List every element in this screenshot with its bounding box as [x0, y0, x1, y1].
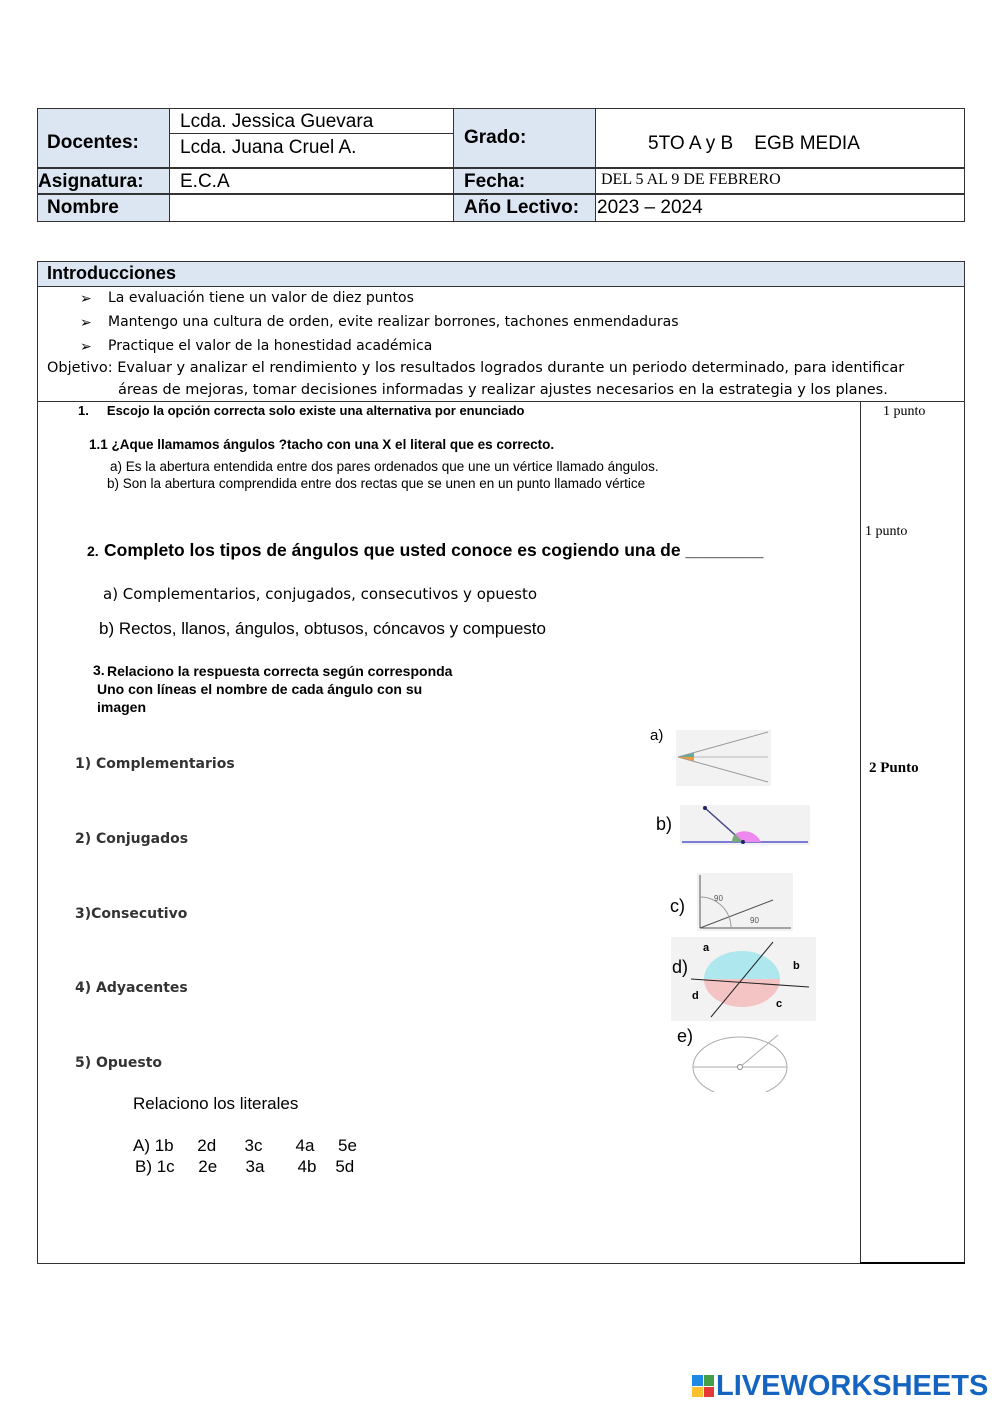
q3-title: Relaciono la respuesta correcta según corresponda — [107, 663, 453, 679]
liveworksheets-brand: LIVEWORKSHEETS — [716, 1370, 989, 1402]
q3-number: 3. — [93, 662, 105, 678]
grado-label: Grado: — [464, 127, 527, 148]
angle-name-1[interactable]: 1) Complementarios — [75, 756, 235, 772]
consecutive-angle-image[interactable] — [697, 873, 793, 931]
docente-2: Lcda. Juana Cruel A. — [180, 137, 357, 158]
q2-points: 1 punto — [865, 524, 908, 539]
opposite-angle-image[interactable] — [690, 1030, 790, 1092]
intro-header — [38, 262, 964, 287]
angle-name-3[interactable]: 3)Consecutivo — [75, 906, 188, 922]
image-label-b: b) — [656, 814, 673, 834]
image-label-c: c) — [670, 896, 685, 916]
q1-title: 1. Escojo la opción correcta solo existe una alternativa por enunciado — [78, 403, 525, 418]
asignatura-label: Asignatura: — [38, 171, 144, 192]
relate-instruction: Relaciono los literales — [133, 1094, 299, 1113]
q2-title: Completo los tipos de ángulos que usted conoce es cogiendo una de ________ — [104, 540, 764, 560]
docente-1: Lcda. Jessica Guevara — [180, 111, 374, 132]
divider — [595, 108, 596, 222]
angle-name-2[interactable]: 2) Conjugados — [75, 831, 189, 847]
fecha-label: Fecha: — [464, 171, 526, 192]
q3-points: 2 Punto — [869, 760, 919, 776]
intro-bullet: Practique el valor de la honestidad académica — [108, 338, 433, 354]
divider — [37, 167, 965, 169]
objetivo-line-2: áreas de mejoras, tomar decisiones informadas y realizar ajustes necesarios en la estrategia y los planes. — [118, 382, 888, 398]
asignatura-value: E.C.A — [180, 171, 230, 192]
image-label-e: e) — [677, 1026, 694, 1046]
svg-text:b: b — [793, 960, 800, 972]
liveworksheets-logo-icon — [692, 1375, 714, 1397]
intro-bullet: La evaluación tiene un valor de diez puntos — [108, 290, 414, 306]
q2-option-b[interactable]: b) Rectos, llanos, ángulos, obtusos, cóncavos y compuesto — [99, 619, 546, 638]
svg-text:90: 90 — [750, 916, 759, 925]
q2-option-a[interactable]: a) Complementarios, conjugados, consecutivos y opuesto — [103, 585, 538, 603]
divider — [169, 108, 170, 222]
divider — [860, 401, 861, 1264]
divider — [453, 108, 454, 222]
intro-title: Introducciones — [47, 263, 177, 283]
complementary-angle-image[interactable] — [676, 730, 771, 786]
q3-line-3: imagen — [97, 699, 147, 715]
svg-text:90: 90 — [714, 894, 723, 903]
arrow-bullet-icon: ➢ — [80, 314, 92, 330]
arrow-bullet-icon: ➢ — [80, 338, 92, 354]
divider — [860, 1262, 965, 1264]
conjugate-angle-image[interactable] — [680, 805, 810, 845]
grado-value: 5TO A y B EGB MEDIA — [648, 133, 860, 154]
adjacent-angle-image[interactable] — [671, 937, 816, 1021]
q1-points: 1 punto — [883, 404, 926, 419]
fecha-value: DEL 5 AL 9 DE FEBRERO — [601, 171, 781, 188]
anio-label: Año Lectivo: — [464, 197, 580, 218]
nombre-label: Nombre — [47, 197, 119, 218]
svg-text:a: a — [703, 942, 710, 954]
arrow-bullet-icon: ➢ — [80, 290, 92, 306]
divider — [37, 401, 965, 402]
q3-line-2: Uno con líneas el nombre de cada ángulo con su — [97, 681, 423, 697]
answer-option-b[interactable]: B) 1c 2e 3a 4b 5d — [135, 1157, 355, 1176]
angle-name-4[interactable]: 4) Adyacentes — [75, 980, 188, 996]
objetivo-line-1: Objetivo: Evaluar y analizar el rendimiento y los resultados logrados durante un periodo determinado, para identificar — [47, 360, 905, 376]
image-label-a: a) — [650, 727, 664, 744]
divider — [170, 133, 453, 134]
intro-bullet: Mantengo una cultura de orden, evite realizar borrones, tachones enmendaduras — [108, 314, 679, 330]
anio-value: 2023 – 2024 — [597, 197, 703, 218]
q1-subquestion: 1.1 ¿Aque llamamos ángulos ?tacho con una X el literal que es correcto. — [89, 437, 555, 452]
angle-name-5[interactable]: 5) Opuesto — [75, 1055, 163, 1071]
image-label-d: d) — [672, 957, 689, 977]
q1-option-b[interactable]: b) Son la abertura comprendida entre dos rectas que se unen en un punto llamado vértice — [107, 476, 646, 491]
q1-option-a[interactable]: a) Es la abertura entendida entre dos pares ordenados que une un vértice llamado ángulos. — [110, 459, 659, 474]
svg-text:c: c — [776, 998, 783, 1010]
q2-number: 2. — [87, 543, 99, 559]
divider — [37, 193, 965, 195]
answer-option-a[interactable]: A) 1b 2d 3c 4a 5e — [133, 1136, 357, 1155]
docentes-label: Docentes: — [47, 132, 139, 153]
svg-text:d: d — [692, 990, 699, 1002]
